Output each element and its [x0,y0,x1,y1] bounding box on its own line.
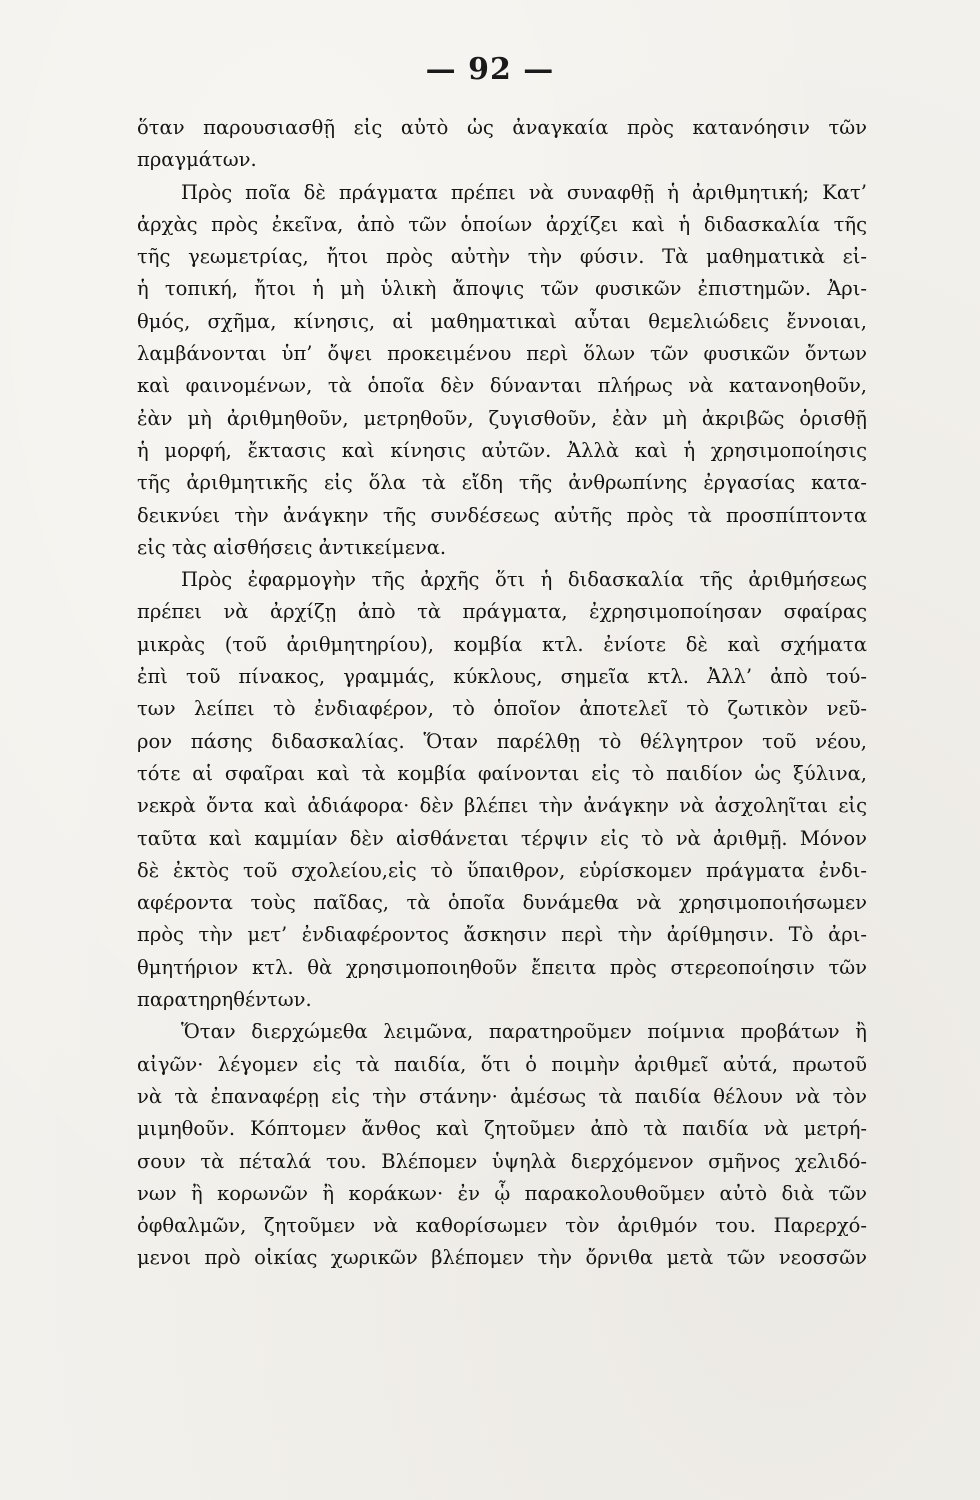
text-line: σουν τὰ πέταλά του. Βλέπομεν ὑψηλὰ διερχόμενον σμῆνος χελιδό- [137,1149,867,1173]
text-line: αφέροντα τοὺς παῖδας, τὰ ὁποῖα δυνάμεθα νὰ χρησιμοποιήσωμεν [137,891,867,915]
text-line: ταῦτα καὶ καμμίαν δὲν αἰσθάνεται τέρψιν εἰς τὸ νὰ ἀριθμῇ. Μόνον [137,826,867,850]
text-line: μικρὰς (τοῦ ἀριθμητηρίου), κομβία κτλ. ἐνίοτε δὲ καὶ σχήματα [137,632,867,656]
text-line: ἐὰν μὴ ἀριθμηθοῦν, μετρηθοῦν, ζυγισθοῦν, ἐὰν μὴ ἀκριβῶς ὁρισθῇ [137,406,867,430]
text-line: ὀφθαλμῶν, ζητοῦμεν νὰ καθορίσωμεν τὸν ἀριθμόν του. Παρερχό- [137,1214,867,1238]
text-line: θμητήριον κτλ. θὰ χρησιμοποιηθοῦν ἔπειτα πρὸς στερεοποίησιν τῶν [137,955,867,979]
text-line: τῆς ἀριθμητικῆς εἰς ὅλα τὰ εἴδη τῆς ἀνθρωπίνης ἐργασίας κατα- [137,471,867,495]
page-number: — 92 — [425,52,555,87]
text-line: μιμηθοῦν. Κόπτομεν ἄνθος καὶ ζητοῦμεν ἀπὸ τὰ παιδία νὰ μετρή- [137,1117,867,1141]
text-line: πρέπει νὰ ἀρχίζῃ ἀπὸ τὰ πράγματα, ἐχρησιμοποίησαν σφαίρας [137,600,867,624]
text-line: παρατηρηθέντων. [137,988,312,1012]
text-line: θμός, σχῆμα, κίνησις, αἱ μαθηματικαὶ αὗται θεμελιώδεις ἔννοιαι, [137,309,867,333]
text-line: Πρὸς ποῖα δὲ πράγματα πρέπει νὰ συναφθῇ ἡ ἀριθμητική; Κατ’ [181,180,867,204]
text-line: τότε αἱ σφαῖραι καὶ τὰ κομβία φαίνονται εἰς τὸ παιδίον ὡς ξύλινα, [137,761,867,785]
text-line: δεικνύει τὴν ἀνάγκην τῆς συνδέσεως αὐτῆς πρὸς τὰ προσπίπτοντα [137,503,867,527]
text-line: μενοι πρὸ οἰκίας χωρικῶν βλέπομεν τὴν ὄρνιθα μετὰ τῶν νεοσσῶν [137,1246,867,1270]
text-line: πραγμάτων. [137,148,257,172]
text-line: ἡ μορφή, ἔκτασις καὶ κίνησις αὐτῶν. Ἀλλὰ καὶ ἡ χρησιμοποίησις [137,438,867,462]
text-line: ἐπὶ τοῦ πίνακος, γραμμάς, κύκλους, σημεῖα κτλ. Ἀλλ’ ἀπὸ τού- [137,665,867,689]
text-line: Ὅταν διερχώμεθα λειμῶνα, παρατηροῦμεν ποίμνια προβάτων ἢ [181,1020,867,1044]
text-line: καὶ φαινομένων, τὰ ὁποῖα δὲν δύνανται πλήρως νὰ κατανοηθοῦν, [137,374,867,398]
text-line: των λείπει τὸ ἐνδιαφέρον, τὸ ὁποῖον ἀποτελεῖ τὸ ζωτικὸν νεῦ- [137,697,867,721]
text-line: αἰγῶν· λέγομεν εἰς τὰ παιδία, ὅτι ὁ ποιμὴν ἀριθμεῖ αὐτά, πρωτοῦ [137,1052,867,1076]
text-line: νεκρὰ ὄντα καὶ ἀδιάφορα· δὲν βλέπει τὴν ἀνάγκην νὰ ἀσχοληῖται εἰς [137,794,867,818]
text-line: ἡ τοπική, ἤτοι ἡ μὴ ὑλικὴ ἄποψις τῶν φυσικῶν ἐπιστημῶν. Ἀρι- [137,277,867,301]
text-line: δὲ ἐκτὸς τοῦ σχολείου,εἰς τὸ ὕπαιθρον, εὑρίσκομεν πράγματα ἐνδι- [137,858,867,882]
text-line: ρον πάσης διδασκαλίας. Ὅταν παρέλθῃ τὸ θέλγητρον τοῦ νέου, [137,729,867,753]
text-line: τῆς γεωμετρίας, ἤτοι πρὸς αὐτὴν τὴν φύσιν. Τὰ μαθηματικὰ εἰ- [137,245,867,269]
body-text [137,112,867,1275]
text-line: ἀρχὰς πρὸς ἐκεῖνα, ἀπὸ τῶν ὁποίων ἀρχίζει καὶ ἡ διδασκαλία τῆς [137,212,867,236]
text-line: Πρὸς ἐφαρμογὴν τῆς ἀρχῆς ὅτι ἡ διδασκαλία τῆς ἀριθμήσεως [181,568,867,592]
text-line: πρὸς τὴν μετ’ ἐνδιαφέροντος ἄσκησιν περὶ τὴν ἀρίθμησιν. Τὸ ἀρι- [137,923,867,947]
text-line: νὰ τὰ ἐπαναφέρῃ εἰς τὴν στάνην· ἀμέσως τὰ παιδία θέλουν νὰ τὸν [137,1084,867,1108]
text-line: νων ἢ κορωνῶν ἢ κοράκων· ἐν ᾧ παρακολουθοῦμεν αὐτὸ διὰ τῶν [137,1181,867,1205]
text-line: ὅταν παρουσιασθῇ εἰς αὐτὸ ὡς ἀναγκαία πρὸς κατανόησιν τῶν [137,116,867,139]
text-line: λαμβάνονται ὑπ’ ὄψει προκειμένου περὶ ὅλων τῶν φυσικῶν ὄντων [137,342,867,366]
text-line: εἰς τὰς αἰσθήσεις ἀντικείμενα. [137,535,447,559]
